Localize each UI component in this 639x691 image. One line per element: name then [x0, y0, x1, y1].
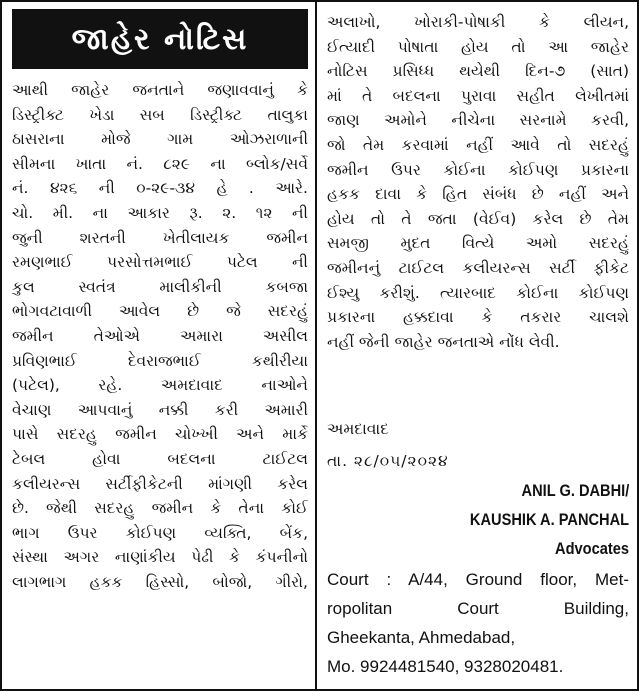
body-line: ડિસ્ટ્રીક્ટ ખેડા સબ ડિસ્ટ્રીક્ટ તાલુકા: [12, 105, 308, 124]
body-line: જાણ અમોને નીચેના સરનામે કરવી,: [327, 111, 629, 130]
notice-title-banner: [12, 9, 308, 69]
notice-body-right: [327, 10, 629, 354]
address-line: Court : A/44, Ground floor, Met-: [327, 570, 629, 589]
body-line: સીમના ખાતા નં. ૮૨૯ ના બ્લોક/સર્વે: [12, 154, 308, 173]
body-line: સમજી મુદત વિત્યે અમો સદરહું: [327, 234, 629, 253]
body-line: કલીયરન્સ સર્ટીફીકેટની માંગણી કરેલ: [12, 474, 308, 493]
body-line: વેચાણ આપવાનું નક્કી કરી અમારી: [12, 400, 308, 419]
body-line: નં. ૪૨૬ ની ૦-૨૯-૩૪ હે . આરે.: [12, 179, 308, 198]
body-line: નોટિસ પ્રસિધ્ધ થયેથી દિન-૭ (સાત): [327, 62, 629, 81]
body-line: ઠાસરાના મોજે ગામ ઓઝરાળાની: [12, 130, 308, 149]
body-line: પ્રકારના હક્કદાવા કે તકરાર ચાલશે: [327, 308, 629, 327]
body-line: ભોગવટાવાળી આવેલ છે જે સદરહું: [12, 302, 308, 321]
body-line: નહીં જેની જાહેર જનતાએ નોંધ લેવી.: [327, 332, 560, 351]
body-line: કુલ સ્વતંત્ર માલીકીની કબજા: [12, 277, 308, 296]
body-line: પ્રવિણભાઈ દેવરાજભાઈ કથીરીયા: [12, 351, 308, 370]
body-line: ઈત્યાદી પોષાતા હોય તો આ જાહેર: [327, 37, 629, 56]
body-line: ભાગ ઉપર કોઈપણ વ્યક્તિ, બેંક,: [12, 523, 308, 542]
body-line: સંસ્થા અગર નાણાંકીય પેઢી કે કંપનીનો: [12, 548, 308, 567]
notice-body-left: [12, 78, 308, 594]
body-line: છે. જેથી સદરહુ જમીન કે તેના કોઈ: [12, 499, 308, 518]
address-line: Gheekanta, Ahmedabad,: [327, 628, 516, 647]
body-line: જમીન ઉપર કોઈના કોઈપણ પ્રકારના: [327, 160, 629, 179]
contact-phone-numbers: Mo. 9924481540, 9328020481.: [327, 657, 564, 676]
address-line: ropolitan Court Building,: [327, 599, 629, 618]
body-line: પાસે સદરહુ જમીન ચોખ્ખી અને માર્કે: [12, 425, 308, 444]
body-line: અલાખો, ખોરાકી-પોષાકી કે લીયન,: [327, 13, 629, 31]
body-line: જુની શરતની ખેતીલાયક જમીન: [12, 228, 308, 247]
body-line: (પટેલ), રહે. અમદાવાદ નાઓને: [12, 376, 308, 395]
notice-place: અમદાવાદ: [327, 420, 389, 438]
right-column: [327, 2, 629, 689]
body-line: હકક દાવા કે હિત સંબંધ છે નહીં અને: [327, 185, 629, 204]
body-line: ચો. મી. ના આકાર રૂ. ૨. ૧૨ ની: [12, 203, 308, 222]
column-divider: [315, 2, 317, 689]
body-line: ઈશ્યુ કરીશું. ત્યારબાદ કોઈના કોઈપણ: [327, 283, 629, 302]
advocate-name-2: KAUSHIK A. PANCHAL: [469, 510, 629, 529]
body-line: માં તે બદલના પુરાવા સહીત લેખીતમાં: [327, 86, 629, 105]
body-line: આથી જાહેર જનતાને જણાવવાનું કે: [12, 81, 308, 99]
body-line: જમીન તેઓએ અમારા અસીલ: [12, 326, 308, 345]
body-line: રમણભાઈ પરસોત્તમભાઈ પટેલ ની: [12, 253, 308, 272]
body-line: લાગભાગ હકક હિસ્સો, બોજો, ગીરો,: [12, 572, 308, 591]
notice-title: જાહેર નોટિસ: [71, 21, 249, 57]
notice-date: તા. ૨૮/૦૫/૨૦૨૪: [327, 452, 449, 470]
body-line: જમીનનું ટાઈટલ કલીયરન્સ સર્ટી ફીકેટ: [327, 258, 629, 277]
left-column: [12, 2, 308, 689]
body-line: ટેબલ હોવા બદલના ટાઈટલ: [12, 449, 308, 468]
advocate-name-1: ANIL G. DABHI/: [521, 481, 629, 500]
body-line: જો તેમ કરવામાં નહીં આવે તો સદરહું: [327, 135, 629, 154]
advocates-label: Advocates: [555, 539, 629, 558]
body-line: હોય તો તે જતા (વેઈવ) કરેલ છે તેમ: [327, 209, 629, 228]
